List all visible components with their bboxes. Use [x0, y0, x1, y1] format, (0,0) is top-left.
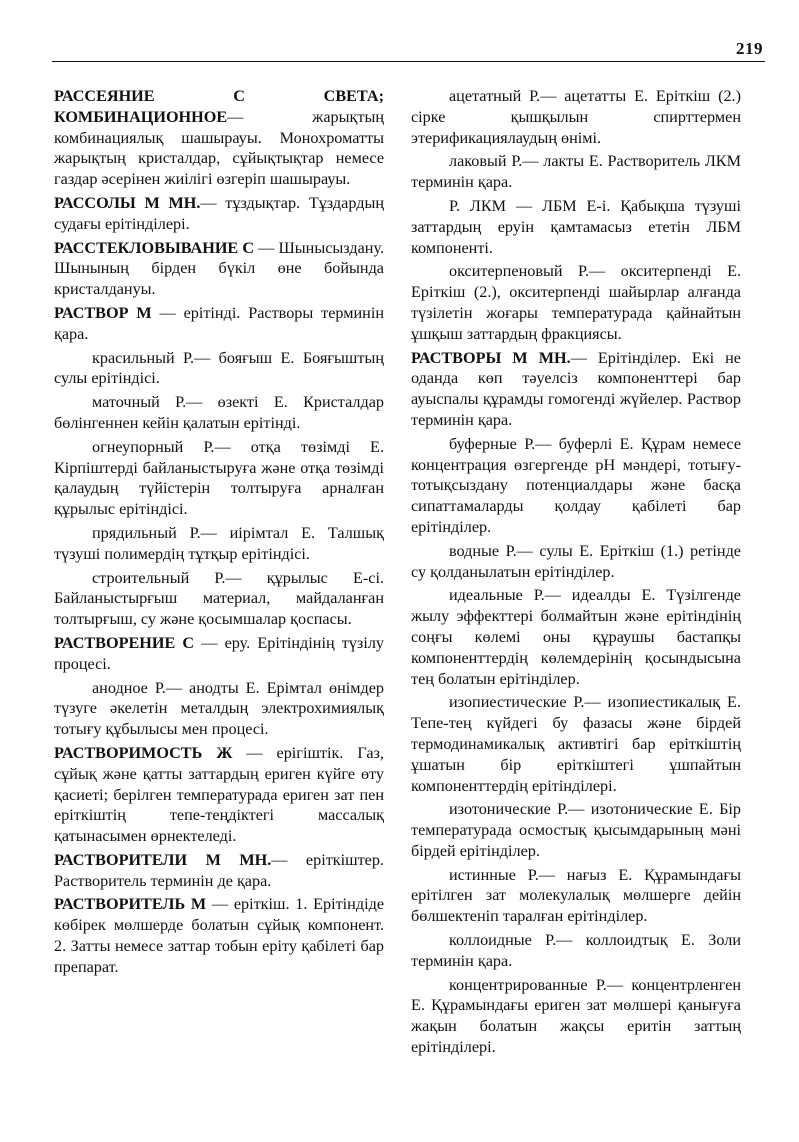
entry-definition: — еру. Ерітіндінің түзілу процесі. [54, 633, 384, 673]
dictionary-subentry [54, 523, 384, 565]
entry-definition: — тұздықтар. Тұздардың судағы ерітінділері. [54, 193, 384, 233]
entry-definition: — ерігіштік. Газ, сұйық және қатты заттардың ериген күйге өту қасиеті; берілген температурада ериген зат пен еріткіштің тепе-теңдіктегі массалық қатынасымен өрнектеледі. [54, 743, 384, 846]
dictionary-subentry [54, 437, 384, 520]
dictionary-subentry [54, 348, 384, 390]
dictionary-subentry [411, 930, 741, 972]
dictionary-subentry [411, 86, 741, 148]
entry-definition: истинные Р.— нағыз Е. Құрамындағы ерітілген зат молекулалық мөлшерге дейін бөлшектеніп таралған ерітінділер. [411, 865, 741, 926]
entry-definition: красильный Р.— бояғыш Е. Бояғыштың сулы ерітіндісі. [54, 348, 384, 388]
dictionary-subentry [411, 799, 741, 861]
page-number: 219 [736, 39, 763, 58]
dictionary-subentry [411, 434, 741, 538]
dictionary-entry [54, 633, 384, 675]
entry-definition: ацетатный Р.— ацетатты Е. Еріткіш (2.) сірке қышқылын спирттермен этерификациялаудың өнімі. [411, 87, 741, 147]
entry-definition: окситерпеновый Р.— окситерпенді Е. Еріткіш (2.), окситерпенді шайырлар алғанда түзілетін жоғары температурада қайнайтын ұшқыш заттардың фракциясы. [411, 262, 741, 343]
entry-definition: — еріткіштер. Растворитель терминін де қара. [54, 850, 384, 890]
entry-definition: изопиестические Р.— изопиестикалық Е. Тепе-тең күйдегі бу фазасы және бірдей термодинамикалық активтігі бар еріткіштің ұшатын бір еріткіштегі ұшпайтын компоненттердің ерітінділері. [411, 693, 741, 795]
entry-definition: концентрированные Р.— концентрленген Е. Құрамындағы ериген зат мөлшері қанығуға жақын болатын жақсы еритін заттың ерітінділері. [411, 975, 741, 1057]
entry-definition: маточный Р.— өзекті Е. Кристалдар бөлінгеннен кейін қалатын ерітінді. [54, 393, 384, 432]
entry-headword: РАССОЛЫ М МН. [54, 193, 201, 212]
entry-definition: анодное Р.— анодты Е. Ерімтал өнімдер түзуге әкелетін металдың электрохимиялық тотығу құбылысы мен процесі. [54, 678, 384, 739]
dictionary-subentry [411, 151, 741, 193]
entry-definition: огнеупорный Р.— отқа төзімді Е. Кірпіштерді байланыстыруға және отқа төзімді қалаудың түйістерін толтыруға арналған құрылыс ерітіндісі. [54, 437, 384, 519]
entry-headword: РАССТЕКЛОВЫВАНИЕ С [54, 238, 255, 257]
dictionary-subentry [411, 261, 741, 344]
dictionary-entry [54, 193, 384, 235]
entry-definition: изотонические Р.— изотонические Е. Бір температурада осмостық қысымдарының мәні бірдей ерітінділер. [411, 800, 741, 860]
dictionary-entry [411, 348, 741, 431]
dictionary-subentry [54, 678, 384, 740]
entry-headword: РАСТВОРЕНИЕ С [54, 633, 195, 652]
dictionary-entry [54, 743, 384, 847]
entry-definition: — Шынысыздану. Шынының бірден бүкіл өне бойында кристалдануы. [54, 238, 384, 299]
entry-headword: РАСТВОР М [54, 303, 152, 322]
entry-definition: коллоидные Р.— коллоидтық Е. Золи терминін қара. [411, 931, 741, 970]
entry-headword: РАСТВОРИТЕЛЬ М [54, 895, 207, 914]
entry-headword: РАСТВОРИМОСТЬ Ж [54, 743, 233, 762]
dictionary-subentry [411, 196, 741, 258]
header-rule [52, 61, 765, 62]
dictionary-entry [54, 894, 384, 977]
entry-definition: — ерітінді. Растворы терминін қара. [54, 303, 384, 343]
dictionary-subentry [54, 568, 384, 630]
dictionary-entry [54, 850, 384, 892]
entry-definition: прядильный Р.— иірімтал Е. Талшық түзуші полимердің тұтқыр ерітіндісі. [54, 523, 384, 563]
entry-headword: РАСТВОРЫ М МН. [411, 348, 571, 367]
entry-definition: водные Р.— сулы Е. Еріткіш (1.) ретінде су қолданылатын ерітінділер. [411, 541, 741, 581]
entry-definition: — жарықтың комбинациялық шашырауы. Монохроматты жарықтың кристалдар, сұйықтықтар немесе газдар әсерінен жиілігі өзгеріп шашырауы. [54, 107, 384, 189]
dictionary-subentry [411, 541, 741, 583]
entry-definition: Р. ЛКМ — ЛБМ Е-і. Қабықша түзуші заттардың еруін қамтамасыз ететін ЛБМ компоненті. [411, 196, 741, 257]
dictionary-subentry [411, 585, 741, 689]
left-column [54, 86, 384, 981]
right-column [411, 86, 741, 1061]
entry-definition: буферные Р.— буферлі Е. Құрам немесе концентрация өзгергенде pH мәндері, тотығу-тотықсыздану потенциалдары және басқа сипаттамаларды қолдау қабілеті бар ерітінділер. [411, 434, 741, 536]
dictionary-subentry [411, 692, 741, 796]
entry-definition: идеальные Р.— идеалды Е. Түзілгенде жылу эффекттері болмайтын және ерітіндінің соңғы көлемі оны құраушы бастапқы компоненттердің көлемдерінің қосындысына тең болатын ерітінділер. [411, 586, 741, 688]
dictionary-subentry [411, 975, 741, 1058]
entry-headword: РАССЕЯНИЕ С СВЕТА; КОМБИНАЦИОННОЕ [54, 87, 384, 126]
dictionary-entry [54, 86, 384, 190]
entry-definition: — еріткіш. 1. Ерітіндіде көбірек мөлшерде болатын сұйық компонент. 2. Затты немесе заттар тобын еріту қабілеті бар препарат. [54, 895, 384, 976]
entry-definition: строительный Р.— құрылыс Е-сі. Байланыстырғыш материал, майдаланған толтырғыш, су және қосымшалар қоспасы. [54, 568, 384, 629]
entry-definition: — Ерітінділер. Екі не оданда көп тәуелсіз компоненттері бар ауыспалы құрамды гомогенді жүйелер. Раствор терминін қара. [411, 348, 741, 429]
entry-definition: лаковый Р.— лакты Е. Растворитель ЛКМ терминін қара. [411, 152, 741, 192]
dictionary-entry [54, 303, 384, 345]
entry-headword: РАСТВОРИТЕЛИ М МН. [54, 850, 272, 869]
dictionary-entry [54, 238, 384, 300]
dictionary-subentry [54, 392, 384, 434]
dictionary-subentry [411, 865, 741, 927]
